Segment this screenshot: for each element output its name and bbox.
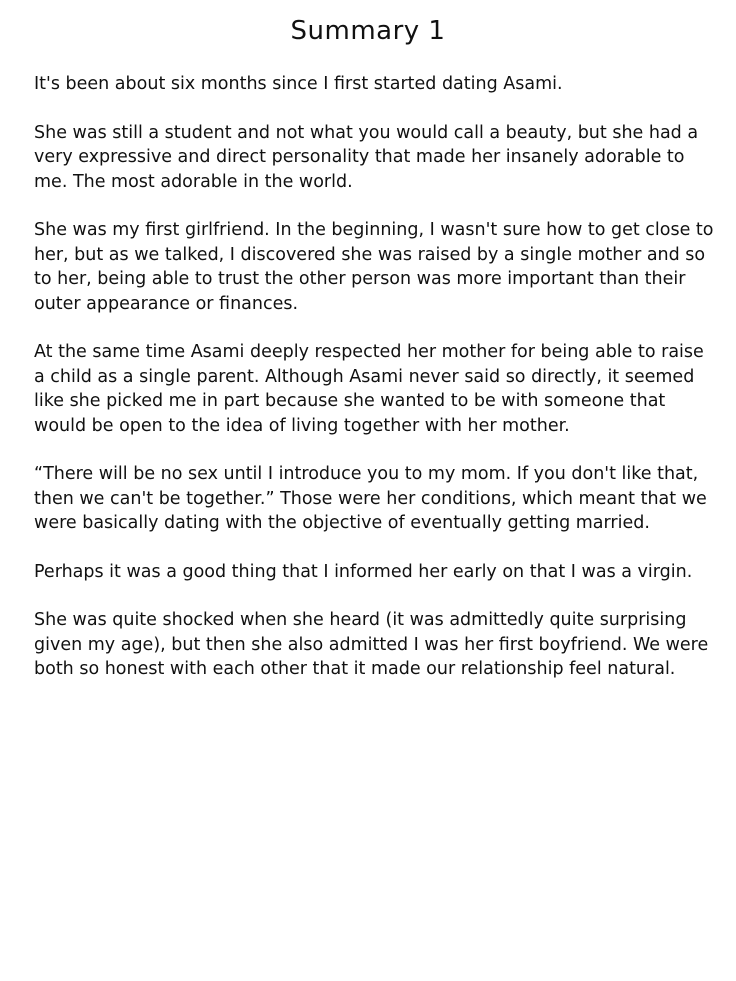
paragraph-2: She was still a student and not what you would call a beauty, but she had a very expressive and direct personality that made her insanely adorable to me. The most adorable in the world. (34, 122, 699, 192)
paragraph-6: Perhaps it was a good thing that I informed her early on that I was a virgin. (34, 561, 693, 582)
paragraph-5: “There will be no sex until I introduce you to my mom. If you don't like that, then we can't be together.” Those were her conditions, which meant that we were basically dating with the objective of eventually getting married. (34, 464, 707, 533)
paragraph-1: It's been about six months since I first started dating Asami. (34, 74, 563, 94)
paragraph-3: She was my first girlfriend. In the beginning, I wasn't sure how to get close to her, but as we talked, I discovered she was raised by a single mother and so to her, being able to trust the other person was more important than their outer appearance or finances. (34, 220, 714, 314)
paragraph-4: At the same time Asami deeply respected her mother for being able to raise a child as a single parent. Although Asami never said so directly, it seemed like she picked me in part because she wanted to be with someone that would be open to the idea of living together with her mother. (34, 342, 704, 436)
page-title: Summary 1 (290, 16, 446, 46)
document-body (34, 72, 714, 706)
paragraph-7: She was quite shocked when she heard (it was admittedly quite surprising given my age), but then she also admitted I was her first boyfriend. We were both so honest with each other that it made our relationship feel natural. (34, 610, 709, 679)
